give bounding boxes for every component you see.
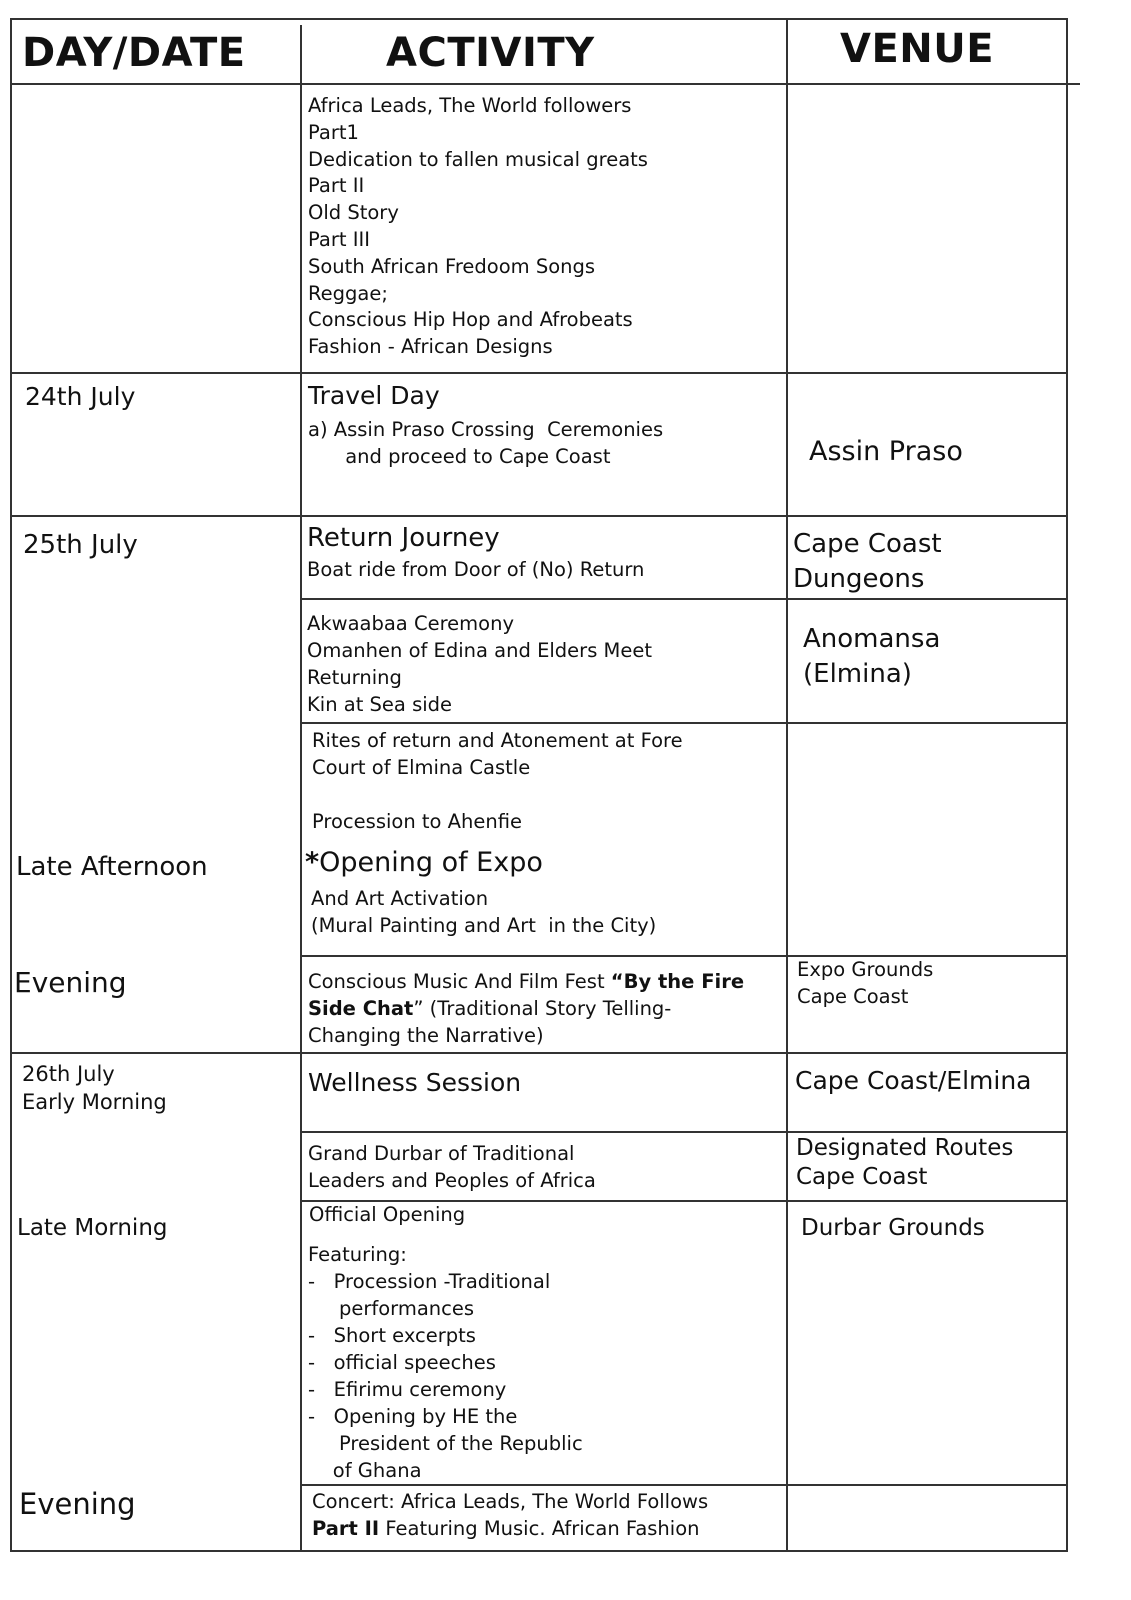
activity-concert-part2 (312, 1488, 708, 1542)
cell-line: of Ghana (308, 1459, 422, 1482)
row-divider (10, 1052, 1068, 1054)
sub-row-divider (300, 722, 1068, 724)
activity-grand-durbar (308, 1140, 596, 1194)
cell-line: Kin at Sea side (307, 693, 453, 716)
text: Opening of Expo (319, 847, 543, 878)
cell-line: Late Morning (17, 1215, 168, 1241)
cell-line: and proceed to Cape Coast (308, 445, 611, 468)
activity-boat-ride (307, 556, 644, 583)
cell-line: Dedication to fallen musical greats (308, 147, 648, 171)
cell-line: Akwaabaa Ceremony (307, 612, 514, 635)
cell-line: Late Afternoon (16, 852, 208, 882)
venue-designated-routes (796, 1134, 1013, 1192)
cell-line: Conscious Hip Hop and Afrobeats (308, 308, 633, 332)
cell-line: South African Fredoom Songs (308, 254, 596, 278)
time-evening-26th (19, 1487, 136, 1521)
cell-line: Assin Praso (809, 436, 963, 467)
cell-line: Anomansa (803, 624, 941, 654)
cell-line: Evening (19, 1487, 136, 1521)
cell-line: Travel Day (308, 381, 440, 410)
activity-rites-of-return (312, 727, 683, 835)
activity-featuring-list (308, 1241, 583, 1484)
activity-travel-day (308, 381, 440, 411)
sub-row-divider (300, 1484, 1068, 1486)
cell-line: Boat ride from Door of (No) Return (307, 558, 645, 581)
cell-line: a) Assin Praso Crossing Ceremonies (308, 418, 664, 441)
date-26th-july-early-morning (22, 1060, 167, 1116)
cell-line: Return Journey (307, 523, 500, 553)
cell-line: Designated Routes (796, 1135, 1014, 1161)
time-late-afternoon (16, 851, 208, 883)
table-border-top (10, 18, 1068, 20)
sub-row-divider (300, 1131, 1068, 1133)
activity-official-opening (309, 1201, 465, 1228)
date-24th-july (25, 382, 135, 412)
activity-assin-praso-crossing (308, 416, 663, 470)
cell-line: Omanhen of Edina and Elders Meet (307, 639, 653, 662)
table-border-right (1066, 18, 1068, 1552)
bold-text: Part II (312, 1517, 380, 1540)
cell-line: Evening (14, 966, 127, 999)
text: ” (Traditional Story Telling- (413, 997, 672, 1020)
cell-line: Official Opening (309, 1203, 466, 1226)
venue-cape-coast-dungeons (793, 527, 942, 597)
cell-line: Returning (307, 666, 402, 689)
cell-line: (Mural Painting and Art in the City) (311, 914, 657, 937)
cell-line: Reggae; (308, 281, 388, 305)
bold-text: * (305, 847, 320, 878)
cell-line: - Efirimu ceremony (308, 1378, 507, 1401)
cell-line: - Opening by HE the (308, 1405, 518, 1428)
venue-anomansa (803, 622, 940, 692)
cell-line: - official speeches (308, 1351, 496, 1374)
cell-line: Early Morning (22, 1090, 167, 1114)
cell-line: - Procession -Traditional (308, 1270, 551, 1293)
cell-line: President of the Republic (308, 1432, 583, 1455)
activity-art-activation (311, 885, 656, 939)
cell-line: Changing the Narrative) (308, 1024, 544, 1047)
cell-line: (Elmina) (803, 659, 912, 689)
activity-return-journey (307, 522, 500, 554)
cell-line: Cape Coast (793, 529, 942, 559)
cell-line: Concert: Africa Leads, The World Follows (312, 1490, 709, 1513)
cell-line: 25th July (23, 530, 138, 560)
row-divider (10, 515, 1068, 517)
sub-row-divider (300, 955, 1068, 957)
header-day-date: DAY/DATE (22, 30, 246, 76)
activity-wellness-session (308, 1067, 521, 1099)
date-25th-july (23, 529, 138, 561)
time-evening-25th (14, 966, 127, 1000)
table-border-left (10, 18, 12, 1552)
cell-line: Featuring: (308, 1243, 407, 1266)
column-divider (786, 18, 788, 1552)
cell-line: 26th July (22, 1062, 115, 1086)
venue-cape-coast-elmina (795, 1065, 1032, 1097)
cell-line (312, 781, 683, 808)
sub-row-divider (300, 598, 1068, 600)
cell-line: Grand Durbar of Traditional (308, 1142, 575, 1165)
time-late-morning (17, 1213, 168, 1243)
header-activity: ACTIVITY (386, 30, 595, 76)
bold-text: Side Chat (308, 997, 414, 1020)
header-divider (10, 83, 1080, 85)
cell-line: Expo Grounds (797, 958, 934, 981)
cell-line: Old Story (308, 201, 399, 225)
cell-line: Africa Leads, The World followers (308, 94, 632, 117)
activity-concert-part1 (308, 93, 648, 361)
cell-line (312, 1515, 708, 1542)
cell-line: - Short excerpts (308, 1324, 476, 1347)
cell-line (308, 995, 744, 1022)
venue-durbar-grounds (801, 1213, 985, 1243)
cell-line: Leaders and Peoples of Africa (308, 1169, 596, 1192)
cell-line: Dungeons (793, 564, 925, 594)
cell-line: Part III (308, 227, 370, 251)
text: Featuring Music. African Fashion (379, 1517, 700, 1540)
cell-line: Court of Elmina Castle (312, 756, 531, 779)
cell-line: performances (308, 1297, 475, 1320)
cell-line: Cape Coast (796, 1164, 928, 1190)
cell-line (308, 968, 744, 995)
cell-line: Durbar Grounds (801, 1215, 985, 1241)
cell-line: Cape Coast/Elmina (795, 1066, 1032, 1095)
activity-akwaabaa-ceremony (307, 610, 652, 718)
text: Conscious Music And Film Fest (308, 970, 611, 993)
venue-expo-grounds (797, 956, 933, 1010)
cell-line (305, 847, 543, 879)
cell-line: Part II (308, 174, 365, 198)
cell-line: Fashion - African Designs (308, 335, 553, 359)
activity-opening-of-expo (305, 847, 543, 879)
header-venue: VENUE (840, 26, 995, 72)
cell-line: Rites of return and Atonement at Fore (312, 729, 683, 752)
cell-line: Wellness Session (308, 1068, 522, 1097)
venue-assin-praso (809, 436, 963, 468)
activity-music-film-fest (308, 968, 744, 1049)
column-divider (300, 25, 302, 1552)
cell-line: Cape Coast (797, 985, 909, 1008)
cell-line: 24th July (25, 382, 136, 411)
row-divider (10, 372, 1068, 374)
cell-line: Part1 (308, 120, 359, 144)
cell-line: And Art Activation (311, 887, 489, 910)
cell-line: Procession to Ahenfie (312, 810, 522, 833)
table-border-bottom (10, 1550, 1068, 1552)
bold-text: “By the Fire (610, 970, 745, 993)
